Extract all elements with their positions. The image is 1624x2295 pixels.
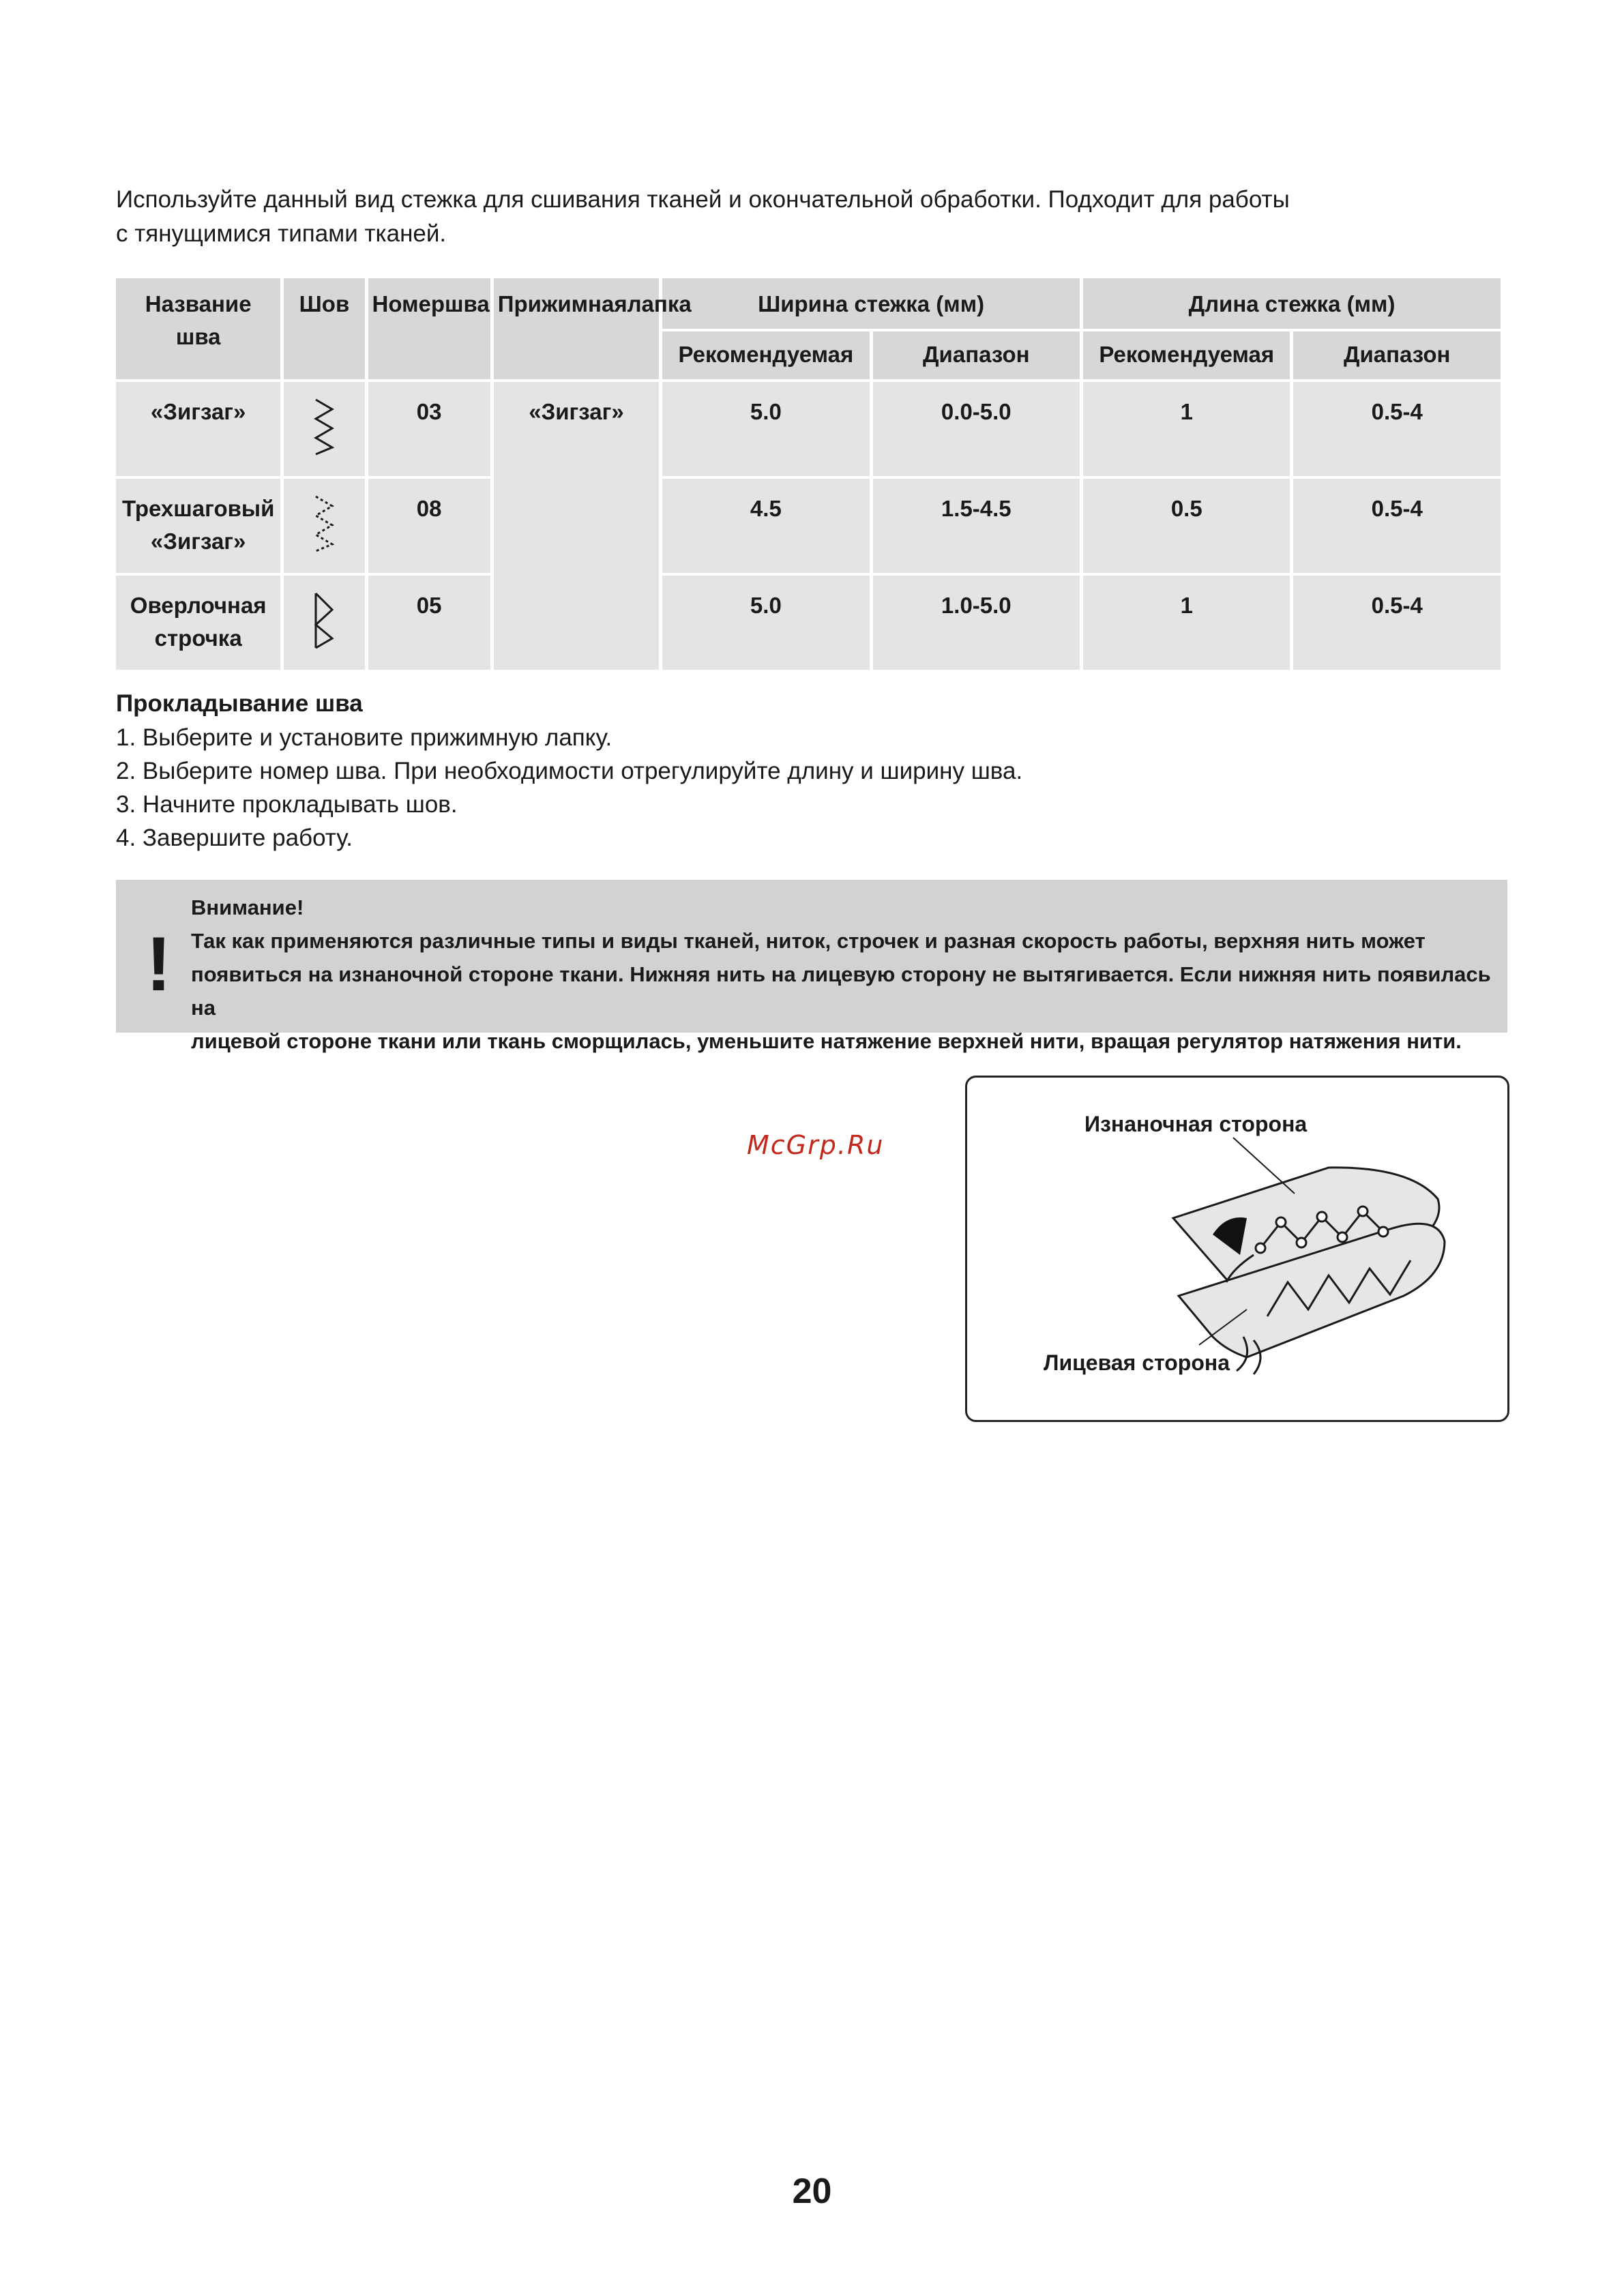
intro-line-1: Используйте данный вид стежка для сшивания тканей и окончательной обработки. Подходит для работы — [116, 186, 1290, 213]
table-row — [116, 479, 1501, 573]
list-item: 4. Завершите работу. — [116, 825, 353, 851]
width-range-cell: 1.5-4.5 — [873, 479, 1080, 573]
overlock-stitch-icon — [310, 589, 338, 651]
length-range-cell: 0.5-4 — [1293, 382, 1501, 476]
header-stitch-length: Длина стежка (мм) — [1083, 278, 1501, 329]
seam-name-cell: «Зигзаг» — [116, 382, 280, 476]
warning-line-2: появиться на изнаночной стороне ткани. Нижняя нить на лицевую сторону не вытягивается. Если нижняя нить появилась на — [191, 962, 1491, 1020]
header-presser-foot: Прижимнаялапка — [494, 278, 659, 379]
label-back-side: Изнаночная сторона — [1084, 1112, 1308, 1136]
warning-title: Внимание! — [191, 895, 304, 919]
width-range-cell: 1.0-5.0 — [873, 576, 1080, 670]
label-front-side: Лицевая сторона — [1044, 1350, 1230, 1375]
header-width-recommended: Рекомендуемая — [662, 331, 869, 379]
list-item: 2. Выберите номер шва. При необходимости отрегулируйте длину и ширину шва. — [116, 758, 1023, 784]
header-length-recommended: Рекомендуемая — [1083, 331, 1290, 379]
length-range-cell: 0.5-4 — [1293, 576, 1501, 670]
page-number: 20 — [792, 2172, 832, 2211]
stitch-settings-table — [113, 276, 1504, 672]
header-stitch-width: Ширина стежка (мм) — [662, 278, 1080, 329]
seam-icon-cell — [284, 479, 364, 573]
procedure-title: Прокладывание шва — [116, 690, 363, 717]
header-width-range: Диапазон — [873, 331, 1080, 379]
zigzag-stitch-icon — [310, 396, 338, 457]
length-recommended-cell: 1 — [1083, 382, 1290, 476]
seam-number-cell: 08 — [368, 479, 490, 573]
seam-number-cell: 05 — [368, 576, 490, 670]
procedure-steps — [116, 721, 1022, 855]
width-recommended-cell: 4.5 — [662, 479, 869, 573]
seam-name-cell: Оверлочная строчка — [116, 576, 280, 670]
seam-icon-cell — [284, 382, 364, 476]
header-seam-name: Название шва — [116, 278, 280, 379]
seam-name-cell: Трехшаговый «Зигзаг» — [116, 479, 280, 573]
intro-line-2: с тянущимися типами тканей. — [116, 220, 447, 247]
table-row — [116, 382, 1501, 476]
width-recommended-cell: 5.0 — [662, 382, 869, 476]
warning-line-3: лицевой стороне ткани или ткань сморщилась, уменьшите натяжение верхней нити, вращая регулятор натяжения нити. — [191, 1029, 1462, 1053]
seam-icon-cell — [284, 576, 364, 670]
presser-foot-cell: «Зигзаг» — [494, 382, 659, 670]
header-seam: Шов — [284, 278, 364, 379]
length-recommended-cell: 1 — [1083, 576, 1290, 670]
warning-line-1: Так как применяются различные типы и виды тканей, ниток, строчек и разная скорость работы, верхняя нить может — [191, 929, 1426, 953]
list-item: 1. Выберите и установите прижимную лапку. — [116, 724, 612, 751]
intro-text — [116, 183, 1507, 251]
seam-number-cell: 03 — [368, 382, 490, 476]
width-recommended-cell: 5.0 — [662, 576, 869, 670]
exclamation-icon: ! — [146, 921, 172, 1007]
length-range-cell: 0.5-4 — [1293, 479, 1501, 573]
watermark: McGrp.Ru — [747, 1130, 885, 1160]
header-seam-number: Номершва — [368, 278, 490, 379]
seam-diagram — [965, 1076, 1509, 1422]
length-recommended-cell: 0.5 — [1083, 479, 1290, 573]
three-step-zigzag-stitch-icon — [310, 492, 338, 554]
warning-box — [116, 880, 1507, 1053]
table-row — [116, 576, 1501, 670]
width-range-cell: 0.0-5.0 — [873, 382, 1080, 476]
warning-text — [191, 891, 1494, 1058]
list-item: 3. Начните прокладывать шов. — [116, 791, 458, 818]
header-length-range: Диапазон — [1293, 331, 1501, 379]
